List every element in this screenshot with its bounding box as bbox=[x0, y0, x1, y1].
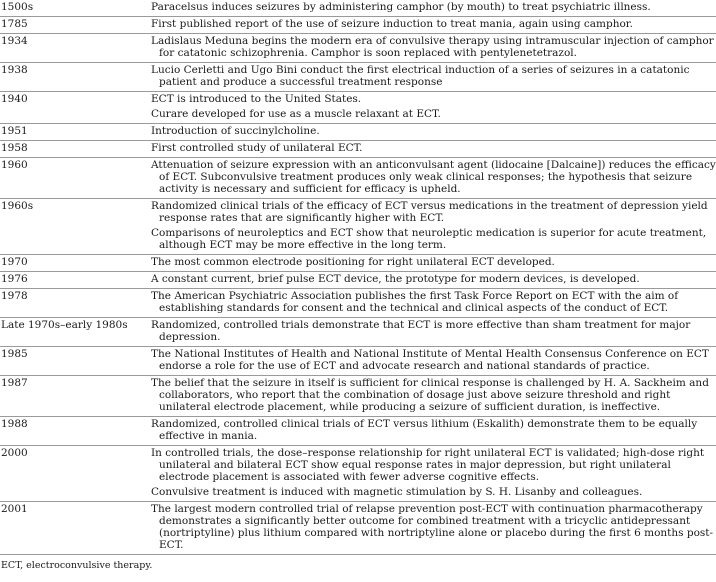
table-footnote: ECT, electroconvulsive therapy. bbox=[1, 560, 153, 571]
timeline-row bbox=[0, 272, 716, 289]
timeline-year: 1958 bbox=[1, 142, 28, 154]
timeline-events bbox=[151, 158, 716, 198]
timeline-events bbox=[151, 255, 716, 271]
timeline-year: 1978 bbox=[1, 290, 28, 302]
timeline-row bbox=[0, 289, 716, 318]
timeline-events bbox=[151, 289, 716, 317]
timeline-row bbox=[0, 17, 716, 34]
timeline-year: 1785 bbox=[1, 18, 28, 30]
timeline-events bbox=[151, 0, 716, 16]
timeline-year: 1970 bbox=[1, 256, 28, 268]
timeline-event: Comparisons of neuroleptics and ECT show that neuroleptic medication is superior for acute treatment, although ECT may be more effective in the long term. bbox=[151, 227, 707, 251]
timeline-events bbox=[151, 347, 716, 375]
timeline-event: Randomized, controlled clinical trials of ECT versus lithium (Eskalith) demonstrate them to be equally effective in mania. bbox=[151, 418, 698, 442]
timeline-events bbox=[151, 376, 716, 416]
timeline-year: 1940 bbox=[1, 93, 28, 105]
timeline-events bbox=[151, 199, 716, 254]
timeline-event: Introduction of succinylcholine. bbox=[151, 125, 320, 137]
timeline-year: 1951 bbox=[1, 125, 28, 137]
timeline-events bbox=[151, 17, 716, 33]
timeline-event: The most common electrode positioning for right unilateral ECT developed. bbox=[151, 256, 555, 268]
timeline-year: 1988 bbox=[1, 418, 28, 430]
timeline-row bbox=[0, 376, 716, 417]
timeline-event: A constant current, brief pulse ECT device, the prototype for modern devices, is developed. bbox=[151, 273, 640, 285]
timeline-event: Paracelsus induces seizures by administering camphor (by mouth) to treat psychiatric illness. bbox=[151, 1, 651, 13]
timeline-row bbox=[0, 347, 716, 376]
timeline-row bbox=[0, 141, 716, 158]
timeline-event: Curare developed for use as a muscle relaxant at ECT. bbox=[151, 108, 441, 120]
timeline-row bbox=[0, 63, 716, 92]
timeline-year: 1960s bbox=[1, 200, 34, 212]
timeline-year: 2000 bbox=[1, 447, 28, 459]
timeline-events bbox=[151, 446, 716, 501]
timeline-events bbox=[151, 318, 716, 346]
timeline-row bbox=[0, 318, 716, 347]
timeline-row bbox=[0, 92, 716, 124]
timeline-event: First controlled study of unilateral ECT. bbox=[151, 142, 363, 154]
timeline-year: 1934 bbox=[1, 35, 28, 47]
timeline-events bbox=[151, 34, 716, 62]
timeline-row bbox=[0, 124, 716, 141]
timeline-year: 1987 bbox=[1, 377, 28, 389]
timeline-events bbox=[151, 141, 716, 157]
timeline-event: The belief that the seizure in itself is sufficient for clinical response is challenged by H. A. Sackheim and collaborators, who report that the combination of dosage just above seizure threshold and right unilateral electrode placement, while producing a seizure of sufficient duration, is ineffective. bbox=[151, 377, 709, 413]
timeline-events bbox=[151, 92, 716, 123]
timeline-year: 1500s bbox=[1, 1, 34, 13]
timeline-event: Randomized, controlled trials demonstrate that ECT is more effective than sham treatment for major depression. bbox=[151, 319, 691, 343]
timeline-event: Ladislaus Meduna begins the modern era of convulsive therapy using intramuscular injection of camphor for catatonic schizophrenia. Camphor is soon replaced with pentylenetetrazol. bbox=[151, 35, 714, 59]
timeline-events bbox=[151, 124, 716, 140]
timeline-year: 2001 bbox=[1, 503, 28, 515]
timeline-events bbox=[151, 502, 716, 554]
timeline-event: Randomized clinical trials of the efficacy of ECT versus medications in the treatment of depression yield response rates that are significantly higher with ECT. bbox=[151, 200, 708, 224]
timeline-year: 1960 bbox=[1, 159, 28, 171]
timeline-event: First published report of the use of seizure induction to treat mania, again using camphor. bbox=[151, 18, 634, 30]
timeline-year: Late 1970s–early 1980s bbox=[1, 319, 128, 331]
timeline-event: Lucio Cerletti and Ugo Bini conduct the first electrical induction of a series of seizures in a catatonic patient and produce a successful treatment response bbox=[151, 64, 690, 88]
timeline-event: In controlled trials, the dose–response relationship for right unilateral ECT is validated; high-dose right unilateral and bilateral ECT show equal response rates in major depression, but right unilateral electrode placement is associated with fewer adverse cognitive effects. bbox=[151, 447, 705, 483]
timeline-event: Attenuation of seizure expression with an anticonvulsant agent (lidocaine [Dalcaine]) reduces the efficacy of ECT. Subconvulsive treatment produces only weak clinical responses; the hypothesis that seizure activity is necessary and sufficient for efficacy is upheld. bbox=[151, 159, 716, 195]
timeline-row bbox=[0, 0, 716, 17]
timeline-row bbox=[0, 34, 716, 63]
timeline-event: The American Psychiatric Association publishes the first Task Force Report on ECT with the aim of establishing standards for consent and the technical and clinical aspects of the conduct of ECT. bbox=[151, 290, 679, 314]
timeline-events bbox=[151, 417, 716, 445]
timeline-year: 1976 bbox=[1, 273, 28, 285]
timeline-year: 1985 bbox=[1, 348, 28, 360]
timeline-event: The largest modern controlled trial of relapse prevention post-ECT with continuation pharmacotherapy demonstrates a significantly better outcome for combined treatment with a tricyclic antidepressant (nortriptyline) plus lithium compared with nortriptyline alone or placebo during the first 6 months post-ECT. bbox=[151, 503, 714, 551]
timeline-row bbox=[0, 199, 716, 255]
timeline-event: The National Institutes of Health and National Institute of Mental Health Consensus Conference on ECT endorse a role for the use of ECT and advocate research and national standards of practice. bbox=[151, 348, 709, 372]
timeline-events bbox=[151, 272, 716, 288]
timeline-year: 1938 bbox=[1, 64, 28, 76]
timeline-row bbox=[0, 446, 716, 502]
timeline-row bbox=[0, 417, 716, 446]
timeline-event: ECT is introduced to the United States. bbox=[151, 93, 362, 105]
timeline-row bbox=[0, 502, 716, 555]
timeline-row bbox=[0, 255, 716, 272]
timeline-row bbox=[0, 158, 716, 199]
timeline-events bbox=[151, 63, 716, 91]
timeline-event: Convulsive treatment is induced with magnetic stimulation by S. H. Lisanby and colleagues. bbox=[151, 486, 643, 498]
